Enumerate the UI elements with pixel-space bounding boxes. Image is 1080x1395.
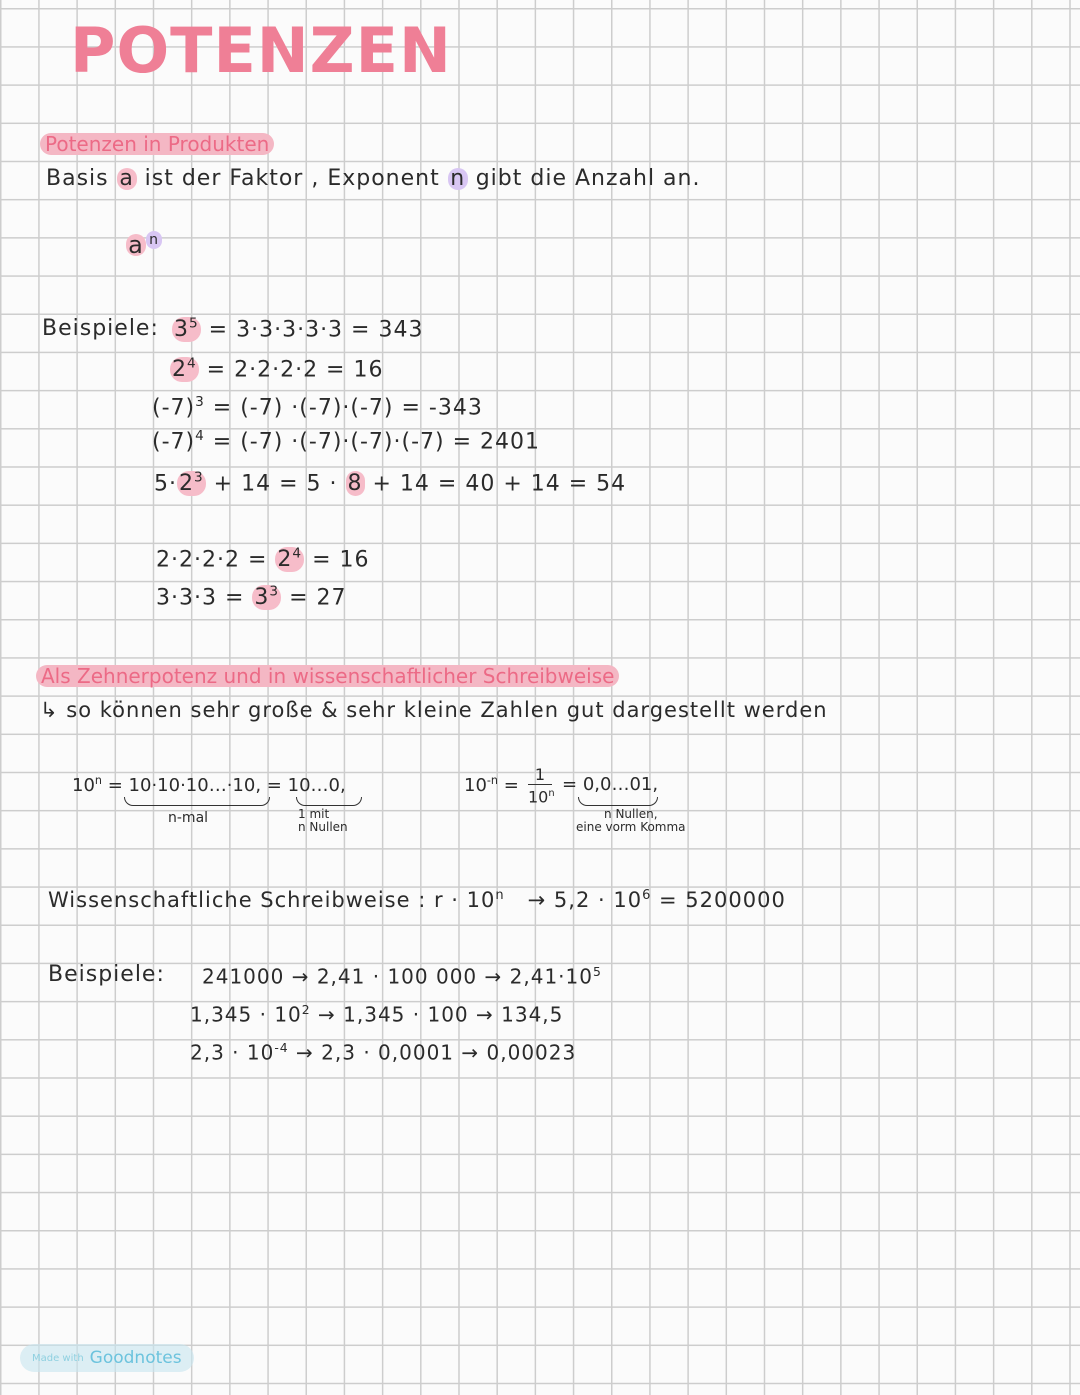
example-row: $2^4 = 2\cdot 2\cdot 2\cdot 2 = 16$ — [172, 356, 384, 383]
brace — [578, 797, 658, 806]
section-heading-scientific: Als Zehnerpotenz und in wissenschaftlicher Schreibweise — [36, 664, 619, 688]
fraction: 1 10$^n$ — [528, 765, 555, 807]
example-row: 241000 → 2,41 · 100 $000 \to 2,41\cdot 10^5$ — [202, 964, 602, 989]
exponent-variable: n — [448, 168, 468, 190]
page-title: POTENZEN — [70, 14, 452, 87]
example-row: $5\cdot 2^3 + 14 = 5 \cdot 8 + 14 = 40 + 14 = 54$ — [154, 470, 627, 497]
brace — [296, 797, 362, 806]
return-arrow-icon: ↳ — [40, 698, 59, 722]
scientific-notation-line: Wissenschaftliche Schreibweise : $r \cdot 10^n$ → $5,2 \cdot 10^6 = 5200000$ — [48, 888, 786, 912]
definition-line: Basis a ist der Faktor , Exponent n gibt die Anzahl an. — [46, 166, 701, 191]
power-notation: a $^n$ — [126, 230, 162, 259]
example-row: $(-7)^3 = (-7) \cdot(-7)\cdot(-7) = -343$ — [152, 394, 483, 421]
brace-label: n-mal — [168, 810, 209, 826]
brace-label: 1 mit n Nullen — [298, 807, 348, 834]
formula-ten-power: 10$^n$ = 10·10·10…·10, = 10…0, — [72, 774, 346, 796]
example-row: $2,3 \cdot 10^{-4} \to 2,3 \cdot 0,0001 \to 0,00023$ — [190, 1040, 577, 1065]
examples-label: Beispiele: — [42, 316, 159, 341]
basis-variable: a — [117, 168, 137, 190]
brace-label: n Nullen, eine vorm Komma — [576, 807, 686, 834]
intro-line: ↳ so können sehr große & sehr kleine Zahlen gut dargestellt werden — [40, 698, 828, 722]
examples-label: Beispiele: — [48, 962, 165, 987]
example-row: $(-7)^4 = (-7) \cdot(-7)\cdot(-7)\cdot(-7) = 2401$ — [152, 428, 540, 455]
example-row: $3^5 = 3\cdot 3\cdot 3\cdot 3\cdot 3 = 343$ — [174, 316, 424, 343]
example-row: $2\cdot 2\cdot 2\cdot 2 = 2^4 = 16$ — [156, 546, 370, 573]
example-row: $1,345 \cdot 10^2 \to 1,345 \cdot 100 \to 134,5$ — [190, 1002, 564, 1027]
goodnotes-badge: Made with Goodnotes — [20, 1344, 194, 1372]
example-row: $3\cdot 3\cdot 3 = 3^3 = 27$ — [156, 584, 347, 611]
brace — [124, 797, 270, 806]
formula-ten-negative-power: $10^{-n}$ = — [464, 774, 519, 796]
section-heading-products: Potenzen in Produkten — [40, 132, 274, 156]
